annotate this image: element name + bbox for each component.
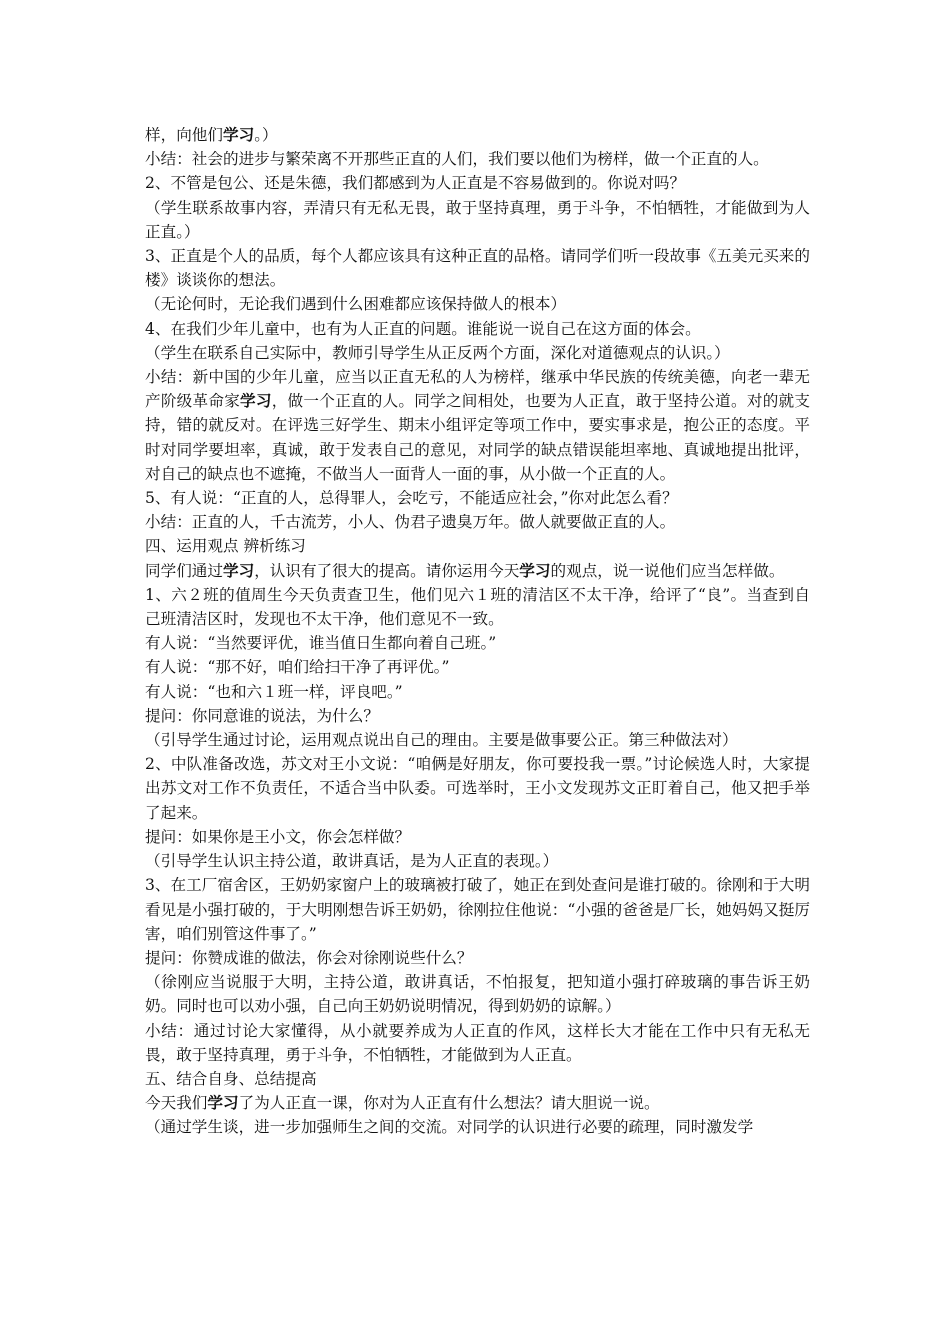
text-run: （徐刚应当说服于大明，主持公道，敢讲真话，不怕报复，把知道小强打碎玻璃的事告诉王奶奶。同时也可以劝小强，自己向王奶奶说明情况，得到奶奶的谅解。） [145, 973, 810, 1016]
text-run: 小结：社会的进步与繁荣离不开那些正直的人们，我们要以他们为榜样，做一个正直的人。 [145, 150, 769, 169]
text-run: 3、在工厂宿舍区，王奶奶家窗户上的玻璃被打破了，她正在到处查问是谁打破的。徐刚和于大明看见是小强打破的，于大明刚想告诉王奶奶，徐刚拉住他说：“小强的爸爸是厂长，她妈妈又挺厉害，咱们别管这件事了。” [145, 876, 810, 943]
paragraph [145, 825, 810, 849]
paragraph [145, 341, 810, 365]
document-body [145, 123, 810, 1140]
paragraph [145, 655, 810, 679]
paragraph [145, 849, 810, 873]
paragraph [145, 292, 810, 316]
text-run: 五、结合自身、总结提高 [145, 1069, 317, 1088]
text-run: 2、中队准备改选，苏文对王小文说：“咱俩是好朋友，你可要投我一票。”讨论候选人时，大家提出苏文对工作不负责任，不适合当中队委。可选举时，王小文发现苏文正盯着自己，他又把手举了起来。 [145, 755, 810, 822]
paragraph [145, 510, 810, 534]
paragraph [145, 244, 810, 292]
text-run: 提问：如果你是王小文，你会怎样做？ [145, 827, 411, 846]
paragraph [145, 317, 810, 341]
text-run: 同学们通过 [145, 561, 223, 580]
text-run: 。） [254, 126, 278, 144]
paragraph [145, 680, 810, 704]
text-run: （学生在联系自己实际中，教师引导学生从正反两个方面，深化对道德观点的认识。） [145, 343, 730, 362]
text-run: 的观点，说一说他们应当怎样做。 [550, 561, 785, 580]
paragraph [145, 1067, 810, 1091]
text-run: ，做一个正直的人。同学之间相处，也要为人正直，敢于坚持公道。对的就支持，错的就反对。在评选三好学生、期末小组评定等项工作中，要实事求是，抱公正的态度。平时对同学要坦率，真诚，敢于发表自己的意见，对同学的缺点错误能坦率地、真诚地提出批评，对自己的缺点也不遮掩，不做当人一面背人一面的事，从小做一个正直的人。 [145, 392, 810, 483]
text-run: （学生联系故事内容，弄清只有无私无畏，敢于坚持真理，勇于斗争，不怕牺牲，才能做到为人正直。） [145, 198, 810, 241]
text-run: 四、运用观点 辨析练习 [145, 537, 306, 556]
text-run: 提问：你同意谁的说法，为什么？ [145, 706, 379, 725]
text-run: 2、不管是包公、还是朱德，我们都感到为人正直是不容易做到的。你说对吗？ [145, 174, 686, 193]
paragraph [145, 873, 810, 946]
text-run: 1、六２班的值周生今天负责查卫生，他们见六１班的清洁区不太干净，给评了“良”。当查到自己班清洁区时，发现也不太干净，他们意见不一致。 [145, 585, 810, 629]
paragraph [145, 1115, 810, 1139]
paragraph [145, 752, 810, 825]
paragraph [145, 486, 810, 510]
bold-text: 学习 [222, 125, 255, 144]
text-run: ，认识有了很大的提高。请你运用今天 [254, 561, 520, 580]
bold-text: 学习 [222, 560, 255, 580]
paragraph [145, 123, 810, 147]
text-run: 小结：通过讨论大家懂得，从小就要养成为人正直的作风，这样长大才能在工作中只有无私无畏，敢于坚持真理，勇于斗争，不怕牺牲，才能做到为人正直。 [145, 1021, 810, 1064]
text-run: （无论何时，无论我们遇到什么困难都应该保持做人的根本） [145, 295, 567, 314]
paragraph [145, 171, 810, 195]
text-run: 了为人正直一课，你对为人正直有什么想法？请大胆说一说。 [238, 1094, 660, 1113]
paragraph [145, 196, 810, 244]
text-run: 有人说：“当然要评优，谁当值日生都向着自己班。” [145, 634, 497, 653]
paragraph [145, 970, 810, 1018]
paragraph [145, 728, 810, 752]
paragraph [145, 946, 810, 970]
paragraph [145, 1019, 810, 1067]
text-run: 4、在我们少年儿童中，也有为人正直的问题。谁能说一说自己在这方面的体会。 [145, 319, 701, 338]
text-run: 3、正直是个人的品质，每个人都应该具有这种正直的品格。请同学们听一段故事《五美元买来的楼》谈谈你的想法。 [145, 247, 810, 290]
paragraph [145, 704, 810, 728]
bold-text: 学习 [240, 391, 272, 411]
paragraph [145, 534, 810, 558]
paragraph [145, 1091, 810, 1115]
paragraph [145, 147, 810, 171]
text-run: 提问：你赞成谁的做法，你会对徐刚说些什么？ [145, 948, 473, 967]
bold-text: 学习 [519, 560, 551, 580]
bold-text: 学习 [207, 1093, 239, 1113]
paragraph [145, 631, 810, 655]
text-run: 有人说：“也和六１班一样，评良吧。” [145, 682, 403, 701]
paragraph [145, 583, 810, 631]
text-run: （引导学生通过讨论，运用观点说出自己的理由。主要是做事要公正。第三种做法对） [145, 731, 738, 750]
text-run: （通过学生谈，进一步加强师生之间的交流。对同学的认识进行必要的疏理，同时激发学 [145, 1118, 754, 1137]
text-run: 5、有人说：“正直的人，总得罪人，会吃亏，不能适应社会，”你对此怎么看？ [145, 489, 678, 508]
paragraph [145, 559, 810, 583]
text-run: （引导学生认识主持公道，敢讲真话，是为人正直的表现。） [145, 852, 559, 871]
text-run: 有人说：“那不好，咱们给扫干净了再评优。” [145, 658, 450, 677]
paragraph [145, 365, 810, 486]
text-run: 小结：新中国的少年儿童，应当以正直无私的人为榜样，继承中华民族的传统美德，向老一辈无产阶级革命家 [145, 368, 810, 411]
text-run: 样，向他们 [145, 126, 223, 144]
text-run: 小结：正直的人，千古流芳，小人、伪君子遗臭万年。做人就要做正直的人。 [145, 513, 676, 532]
text-run: 今天我们 [145, 1094, 208, 1113]
